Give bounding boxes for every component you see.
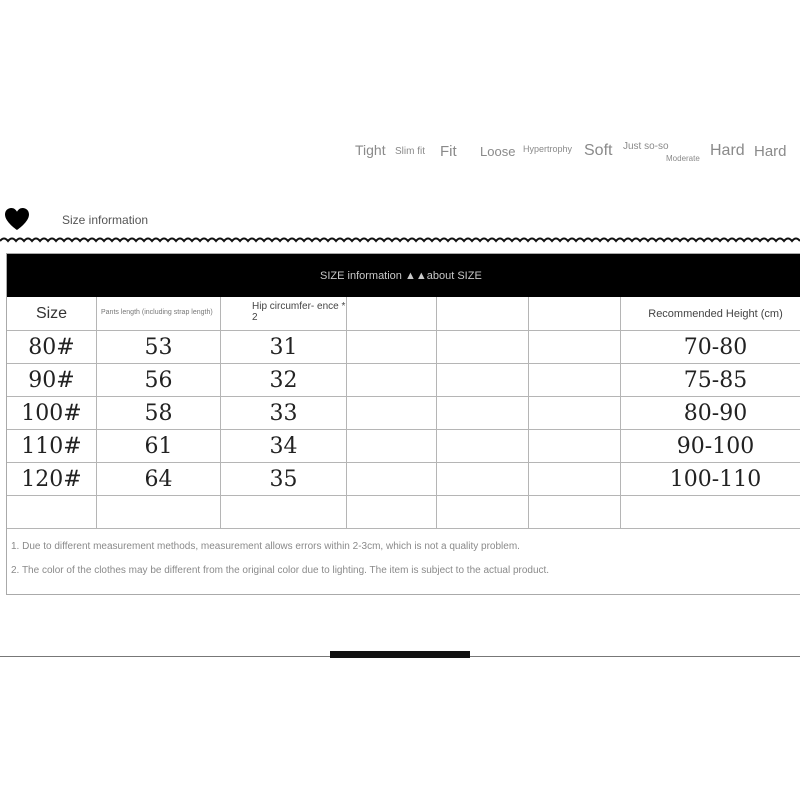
scale-moderate: Moderate bbox=[666, 154, 700, 163]
table-cell-height: 80-90 bbox=[621, 397, 800, 430]
table-cell-empty bbox=[437, 463, 529, 496]
table-cell-pants-length: 64 bbox=[97, 463, 221, 496]
scale-loose: Loose bbox=[480, 144, 516, 159]
table-cell-empty bbox=[621, 496, 800, 529]
note-color: 2. The color of the clothes may be different from the original color due to lighting. The item is subject to the actual product. bbox=[11, 565, 550, 576]
table-cell-empty bbox=[347, 430, 437, 463]
table-cell-empty bbox=[347, 496, 437, 529]
table-cell-size: 100# bbox=[7, 397, 97, 430]
table-cell-height: 70-80 bbox=[621, 331, 800, 364]
table-cell-size: 120# bbox=[7, 463, 97, 496]
table-cell-empty bbox=[437, 331, 529, 364]
table-cell-hip: 35 bbox=[221, 463, 347, 496]
section-title: Size information bbox=[62, 213, 149, 227]
heart-icon bbox=[4, 207, 30, 231]
header-pants-length: Pants length (including strap length) bbox=[97, 297, 221, 331]
table-cell-hip: 31 bbox=[221, 331, 347, 364]
table-cell-empty bbox=[97, 496, 221, 529]
scale-hypertrophy: Hypertrophy bbox=[523, 144, 573, 154]
table-cell-empty bbox=[437, 430, 529, 463]
table-banner-text: SIZE information ▲▲about SIZE bbox=[320, 270, 482, 282]
table-cell-size: 80# bbox=[7, 331, 97, 364]
table-cell-empty bbox=[529, 496, 621, 529]
table-notes bbox=[11, 541, 549, 589]
table-cell-empty bbox=[347, 463, 437, 496]
header-size: Size bbox=[7, 297, 97, 331]
table-banner bbox=[7, 254, 800, 297]
scale-slim-fit: Slim fit bbox=[395, 146, 425, 157]
table-cell-size: 110# bbox=[7, 430, 97, 463]
table-cell-empty bbox=[529, 430, 621, 463]
table-cell-height: 90-100 bbox=[621, 430, 800, 463]
size-table bbox=[6, 253, 800, 595]
table-cell-empty bbox=[529, 364, 621, 397]
table-cell-pants-length: 58 bbox=[97, 397, 221, 430]
scale-tight: Tight bbox=[355, 142, 386, 158]
table-cell-height: 75-85 bbox=[621, 364, 800, 397]
table-cell-empty bbox=[347, 331, 437, 364]
table-cell-empty bbox=[529, 331, 621, 364]
table-cell-height: 100-110 bbox=[621, 463, 800, 496]
table-cell-hip: 32 bbox=[221, 364, 347, 397]
table-cell-empty bbox=[347, 364, 437, 397]
table-cell-pants-length: 56 bbox=[97, 364, 221, 397]
table-cell-empty bbox=[529, 463, 621, 496]
wavy-divider bbox=[0, 236, 800, 246]
table-cell-empty bbox=[437, 364, 529, 397]
header-hip: Hip circumfer- ence * 2 bbox=[221, 297, 347, 331]
table-cell-empty bbox=[347, 397, 437, 430]
scale-soft: Soft bbox=[584, 142, 613, 159]
bottom-accent-bar bbox=[330, 651, 470, 658]
table-cell-hip: 33 bbox=[221, 397, 347, 430]
table-cell-hip: 34 bbox=[221, 430, 347, 463]
scale-just-so-so: Just so-so bbox=[623, 141, 669, 152]
table-cell-pants-length: 53 bbox=[97, 331, 221, 364]
scale-hard-2: Hard bbox=[754, 143, 787, 160]
table-cell-empty bbox=[437, 496, 529, 529]
header-recommended-height: Recommended Height (cm) bbox=[621, 297, 800, 331]
header-empty-3 bbox=[529, 297, 621, 331]
note-measurement: 1. Due to different measurement methods, measurement allows errors within 2-3cm, which is not a quality problem. bbox=[11, 541, 520, 552]
table-cell-empty bbox=[7, 496, 97, 529]
header-empty-2 bbox=[437, 297, 529, 331]
table-cell-pants-length: 61 bbox=[97, 430, 221, 463]
header-empty-1 bbox=[347, 297, 437, 331]
table-cell-size: 90# bbox=[7, 364, 97, 397]
scale-fit: Fit bbox=[440, 143, 457, 160]
table-cell-empty bbox=[437, 397, 529, 430]
scale-hard: Hard bbox=[710, 142, 745, 159]
table-cell-empty bbox=[221, 496, 347, 529]
table-cell-empty bbox=[529, 397, 621, 430]
fit-scale bbox=[350, 140, 795, 166]
